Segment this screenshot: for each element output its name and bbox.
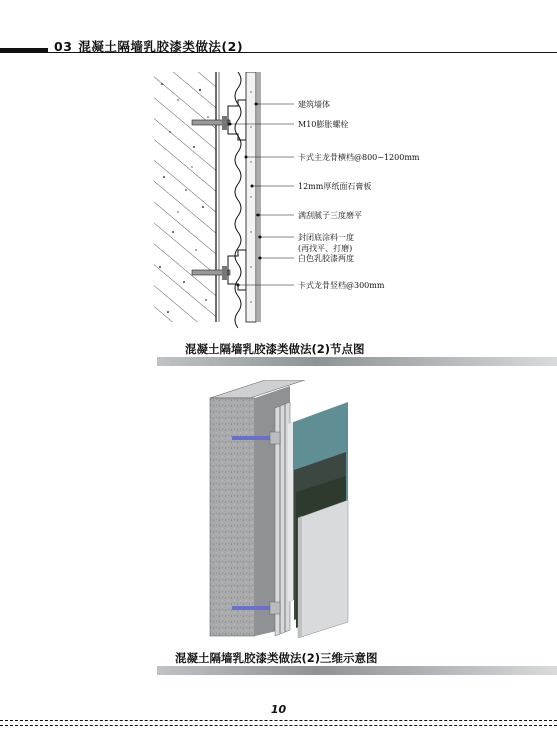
- section-number: 03: [54, 39, 73, 54]
- label-expansion-bolt: M10膨胀螺栓: [298, 120, 349, 129]
- label-primer-note: (再找平、打磨): [298, 244, 353, 253]
- iso-caption-bar: [157, 666, 557, 675]
- detail-caption-bar: [157, 357, 557, 366]
- isometric-drawing: [200, 380, 400, 640]
- concrete-block-front: [210, 398, 255, 636]
- page-title: [54, 37, 243, 55]
- leader-lines: [230, 104, 294, 285]
- label-vertical-keel: 卡式龙骨竖档@300mm: [298, 281, 385, 290]
- detail-drawing: [148, 72, 548, 332]
- footer-dashed-line-1: [0, 720, 557, 721]
- concrete-wall: [154, 72, 216, 322]
- label-latex-paint: 白色乳胶漆两度: [298, 254, 354, 263]
- label-primer: 封闭底涂料一度: [298, 233, 354, 242]
- detail-caption: 混凝土隔墙乳胶漆类做法(2)节点图: [185, 342, 365, 356]
- label-putty: 满刮腻子三度磨平: [298, 211, 362, 220]
- section-title: 混凝土隔墙乳胶漆类做法(2): [78, 39, 244, 54]
- footer-dashed-line-2: [0, 725, 557, 726]
- leader-dots: [229, 103, 262, 287]
- isometric-drawing-svg: [200, 380, 400, 640]
- page-number: 10: [270, 703, 287, 716]
- detail-drawing-svg: [148, 72, 548, 332]
- header-accent-bar: [0, 48, 48, 53]
- label-main-keel: 卡式主龙骨横档@800~1200mm: [298, 153, 420, 162]
- label-building-wall: 建筑墙体: [298, 100, 330, 109]
- paint-layer: [298, 500, 348, 638]
- concrete-block-top: [210, 380, 305, 398]
- iso-caption: 混凝土隔墙乳胶漆类做法(2)三维示意图: [175, 651, 378, 665]
- label-gypsum-board: 12mm厚纸面石膏板: [298, 182, 372, 191]
